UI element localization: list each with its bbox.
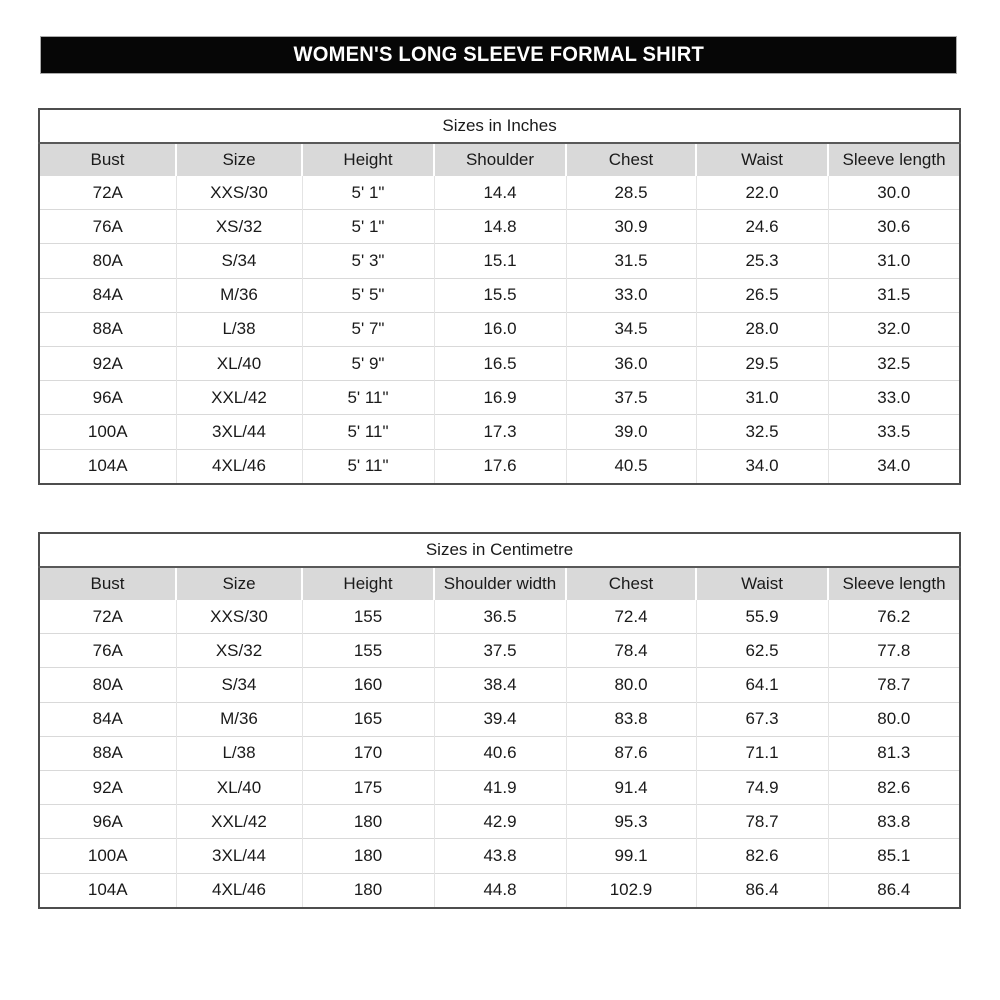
table-cell: 76A xyxy=(39,634,176,668)
table-cell: 15.1 xyxy=(434,244,566,278)
table-cell: 92A xyxy=(39,346,176,380)
table-cell: 32.5 xyxy=(828,346,960,380)
table-title-row xyxy=(39,533,960,567)
table-cell: 72A xyxy=(39,600,176,634)
table-cell: 40.5 xyxy=(566,449,696,484)
table-cell: 22.0 xyxy=(696,176,828,210)
table-cell: 14.8 xyxy=(434,210,566,244)
table-cell: 80A xyxy=(39,668,176,702)
table-cell: 33.5 xyxy=(828,415,960,449)
table-cell: 33.0 xyxy=(828,381,960,415)
table-cell: 100A xyxy=(39,839,176,873)
table-cell: 16.0 xyxy=(434,312,566,346)
table-cell: S/34 xyxy=(176,244,302,278)
table-cell: 33.0 xyxy=(566,278,696,312)
table-cell: M/36 xyxy=(176,278,302,312)
table-cell: 180 xyxy=(302,839,434,873)
sizes-in-centimetre-table xyxy=(38,532,961,909)
table-cell: 34.0 xyxy=(696,449,828,484)
column-header: Shoulder width xyxy=(434,567,566,600)
table-cell: 5' 5" xyxy=(302,278,434,312)
table-row xyxy=(39,668,960,702)
table-cell: 87.6 xyxy=(566,736,696,770)
table-cell: 84A xyxy=(39,278,176,312)
table-cell: 77.8 xyxy=(828,634,960,668)
table-row xyxy=(39,600,960,634)
column-header: Shoulder xyxy=(434,143,566,176)
table-cell: XL/40 xyxy=(176,770,302,804)
table-cell: 92A xyxy=(39,770,176,804)
table-cell: 34.5 xyxy=(566,312,696,346)
table-row xyxy=(39,634,960,668)
column-header: Size xyxy=(176,143,302,176)
table-cell: 55.9 xyxy=(696,600,828,634)
table-cell: 82.6 xyxy=(696,839,828,873)
table-cell: 78.4 xyxy=(566,634,696,668)
table-cell: XL/40 xyxy=(176,346,302,380)
table-cell: XXS/30 xyxy=(176,600,302,634)
table-cell: 32.0 xyxy=(828,312,960,346)
table-cell: 16.5 xyxy=(434,346,566,380)
table-cell: 30.0 xyxy=(828,176,960,210)
table-cell: 5' 1" xyxy=(302,176,434,210)
table-cell: 84A xyxy=(39,702,176,736)
column-header: Chest xyxy=(566,143,696,176)
table-row xyxy=(39,176,960,210)
column-header-row xyxy=(39,143,960,176)
table-row xyxy=(39,381,960,415)
table-cell: 155 xyxy=(302,600,434,634)
table-cell: 72A xyxy=(39,176,176,210)
table-title: Sizes in Centimetre xyxy=(39,533,960,567)
table-cell: 175 xyxy=(302,770,434,804)
column-header: Sleeve length xyxy=(828,143,960,176)
table-cell: 88A xyxy=(39,736,176,770)
table-row xyxy=(39,736,960,770)
table-cell: 44.8 xyxy=(434,873,566,908)
table-cell: 80A xyxy=(39,244,176,278)
table-cell: 31.5 xyxy=(828,278,960,312)
table-cell: 24.6 xyxy=(696,210,828,244)
table-cell: 40.6 xyxy=(434,736,566,770)
table-row xyxy=(39,702,960,736)
table-cell: 71.1 xyxy=(696,736,828,770)
table-row xyxy=(39,312,960,346)
table-cell: 85.1 xyxy=(828,839,960,873)
column-header: Height xyxy=(302,567,434,600)
table-cell: 36.5 xyxy=(434,600,566,634)
table-cell: 17.6 xyxy=(434,449,566,484)
table-cell: 4XL/46 xyxy=(176,873,302,908)
table-cell: 25.3 xyxy=(696,244,828,278)
table-cell: 96A xyxy=(39,805,176,839)
table-cell: XXL/42 xyxy=(176,381,302,415)
table-cell: 82.6 xyxy=(828,770,960,804)
table-cell: 26.5 xyxy=(696,278,828,312)
table-cell: 5' 1" xyxy=(302,210,434,244)
table-cell: 104A xyxy=(39,449,176,484)
table-cell: 81.3 xyxy=(828,736,960,770)
table-cell: 86.4 xyxy=(696,873,828,908)
table-cell: 31.0 xyxy=(696,381,828,415)
column-header: Waist xyxy=(696,567,828,600)
table-cell: 5' 11" xyxy=(302,415,434,449)
table-cell: 104A xyxy=(39,873,176,908)
column-header: Bust xyxy=(39,567,176,600)
table-cell: 170 xyxy=(302,736,434,770)
column-header: Chest xyxy=(566,567,696,600)
table-row xyxy=(39,346,960,380)
table-cell: 14.4 xyxy=(434,176,566,210)
table-row xyxy=(39,244,960,278)
table-cell: 39.0 xyxy=(566,415,696,449)
table-cell: 180 xyxy=(302,873,434,908)
table-cell: 102.9 xyxy=(566,873,696,908)
table-cell: 88A xyxy=(39,312,176,346)
table-cell: 86.4 xyxy=(828,873,960,908)
table-cell: 37.5 xyxy=(566,381,696,415)
table-cell: 43.8 xyxy=(434,839,566,873)
table-cell: 30.6 xyxy=(828,210,960,244)
table-cell: L/38 xyxy=(176,312,302,346)
table-cell: 155 xyxy=(302,634,434,668)
table-cell: 95.3 xyxy=(566,805,696,839)
table-cell: 160 xyxy=(302,668,434,702)
table-cell: 83.8 xyxy=(828,805,960,839)
table-cell: 180 xyxy=(302,805,434,839)
table-cell: 39.4 xyxy=(434,702,566,736)
table-cell: 29.5 xyxy=(696,346,828,380)
table-cell: 3XL/44 xyxy=(176,839,302,873)
table-cell: 28.0 xyxy=(696,312,828,346)
table-cell: M/36 xyxy=(176,702,302,736)
table-cell: 62.5 xyxy=(696,634,828,668)
table-cell: 5' 11" xyxy=(302,449,434,484)
table-cell: 34.0 xyxy=(828,449,960,484)
column-header: Waist xyxy=(696,143,828,176)
sizes-in-inches-table xyxy=(38,108,961,485)
table-cell: 42.9 xyxy=(434,805,566,839)
table-cell: 5' 9" xyxy=(302,346,434,380)
table-cell: 5' 11" xyxy=(302,381,434,415)
table-cell: 72.4 xyxy=(566,600,696,634)
table-cell: 38.4 xyxy=(434,668,566,702)
table-cell: 41.9 xyxy=(434,770,566,804)
table-cell: 16.9 xyxy=(434,381,566,415)
table-cell: 64.1 xyxy=(696,668,828,702)
table-cell: 80.0 xyxy=(566,668,696,702)
table-cell: 5' 3" xyxy=(302,244,434,278)
table-cell: 99.1 xyxy=(566,839,696,873)
table-cell: 37.5 xyxy=(434,634,566,668)
table-cell: S/34 xyxy=(176,668,302,702)
column-header: Bust xyxy=(39,143,176,176)
table-cell: 91.4 xyxy=(566,770,696,804)
table-cell: XS/32 xyxy=(176,210,302,244)
column-header: Height xyxy=(302,143,434,176)
table-cell: 165 xyxy=(302,702,434,736)
table-cell: 28.5 xyxy=(566,176,696,210)
column-header-row xyxy=(39,567,960,600)
table-cell: 36.0 xyxy=(566,346,696,380)
table-cell: L/38 xyxy=(176,736,302,770)
table-row xyxy=(39,839,960,873)
table-cell: 74.9 xyxy=(696,770,828,804)
table-cell: XXL/42 xyxy=(176,805,302,839)
table-cell: 96A xyxy=(39,381,176,415)
table-row xyxy=(39,770,960,804)
table-row xyxy=(39,873,960,908)
product-title-banner xyxy=(40,36,957,74)
table-cell: 3XL/44 xyxy=(176,415,302,449)
table-cell: 80.0 xyxy=(828,702,960,736)
table-cell: 78.7 xyxy=(696,805,828,839)
table-title-row xyxy=(39,109,960,143)
table-cell: 4XL/46 xyxy=(176,449,302,484)
table-cell: 76A xyxy=(39,210,176,244)
product-title: WOMEN'S LONG SLEEVE FORMAL SHIRT xyxy=(293,43,704,66)
table-row xyxy=(39,805,960,839)
table-cell: 78.7 xyxy=(828,668,960,702)
table-title: Sizes in Inches xyxy=(39,109,960,143)
table-cell: 5' 7" xyxy=(302,312,434,346)
column-header: Size xyxy=(176,567,302,600)
table-cell: 32.5 xyxy=(696,415,828,449)
table-cell: 30.9 xyxy=(566,210,696,244)
table-cell: 31.0 xyxy=(828,244,960,278)
table-cell: 67.3 xyxy=(696,702,828,736)
table-cell: 17.3 xyxy=(434,415,566,449)
table-cell: XXS/30 xyxy=(176,176,302,210)
table-cell: XS/32 xyxy=(176,634,302,668)
column-header: Sleeve length xyxy=(828,567,960,600)
table-cell: 100A xyxy=(39,415,176,449)
table-row xyxy=(39,278,960,312)
table-row xyxy=(39,210,960,244)
table-row xyxy=(39,415,960,449)
table-row xyxy=(39,449,960,484)
table-cell: 31.5 xyxy=(566,244,696,278)
table-cell: 76.2 xyxy=(828,600,960,634)
table-cell: 83.8 xyxy=(566,702,696,736)
table-cell: 15.5 xyxy=(434,278,566,312)
